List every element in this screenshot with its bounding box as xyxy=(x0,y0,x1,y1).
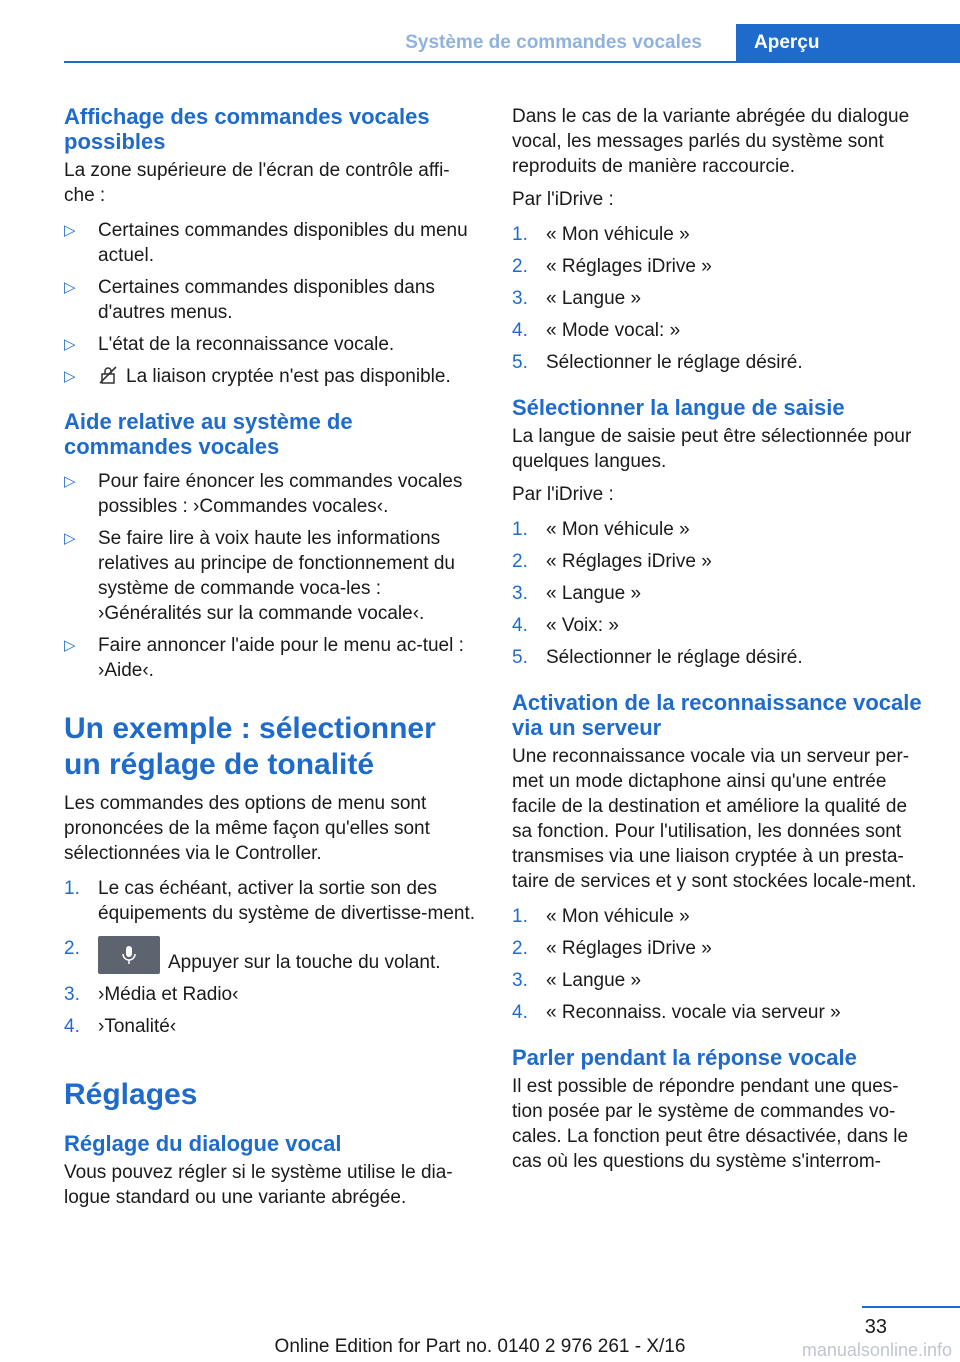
tab-apercu[interactable]: Aperçu xyxy=(736,24,960,62)
list-item: ▷ Certaines commandes disponibles du menu actuel. xyxy=(64,220,468,266)
paragraph-dialogue: Vous pouvez régler si le système utilise le dia-logue standard ou une variante abrégée. xyxy=(64,1162,453,1208)
footer-rule xyxy=(862,1306,960,1308)
triangle-bullet-icon: ▷ xyxy=(64,222,76,239)
right-column xyxy=(512,104,928,1174)
triangle-bullet-icon: ▷ xyxy=(64,473,76,490)
par-idrive-label: Par l'iDrive : xyxy=(512,484,614,505)
triangle-bullet-icon: ▷ xyxy=(64,637,76,654)
page-number: 33 xyxy=(864,1316,887,1338)
encryption-unavailable-icon xyxy=(98,365,118,385)
header-rule xyxy=(64,61,960,63)
step-item: 2. « Réglages iDrive » xyxy=(512,938,712,959)
step-item: 5. Sélectionner le réglage désiré. xyxy=(512,647,803,668)
list-item: ▷ L'état de la reconnaissance vocale. xyxy=(64,334,395,355)
heading-exemple: Un exemple : sélectionner un réglage de tonalité xyxy=(64,712,436,781)
step-item: 1. « Mon véhicule » xyxy=(512,519,690,540)
voice-key-icon xyxy=(98,936,160,974)
watermark: manualsonline.info xyxy=(801,1340,952,1360)
list-aide xyxy=(64,469,480,683)
heading-activation: Activation de la reconnaissance vocale via un serveur xyxy=(512,690,922,740)
step-item: 1. Le cas échéant, activer la sortie son des équipements du système de divertisse-ment. xyxy=(64,878,476,924)
steps-serveur xyxy=(512,904,928,1025)
step-item: 4. « Voix: » xyxy=(512,615,619,636)
list-item: ▷ Pour faire énoncer les commandes vocales possibles : ›Commandes vocales‹. xyxy=(64,471,463,517)
footer-edition: Online Edition for Part no. 0140 2 976 261 - X/16 xyxy=(274,1336,686,1357)
step-item: 4. « Reconnaiss. vocale via serveur » xyxy=(512,1002,841,1023)
step-item: 4. ›Tonalité‹ xyxy=(64,1016,177,1037)
step-item: 3. ›Média et Radio‹ xyxy=(64,984,239,1005)
list-affichage xyxy=(64,218,480,389)
left-column xyxy=(64,104,480,1210)
triangle-bullet-icon: ▷ xyxy=(64,279,76,296)
triangle-bullet-icon: ▷ xyxy=(64,336,76,353)
step-item: 3. « Langue » xyxy=(512,970,642,991)
heading-dialogue: Réglage du dialogue vocal xyxy=(64,1131,342,1156)
paragraph-activation: Une reconnaissance vocale via un serveur per-met un mode dictaphone ainsi qu'une entrée facile de la destination et améliore la qualité de sa fonction. Pour l'utilisation, les données sont transmises via une liaison cryptée à un presta-taire de services et y sont stockées locale-ment. xyxy=(512,746,917,892)
step-item: 2. Appuyer sur la touche du volant. xyxy=(64,938,441,973)
step-item: 3. « Langue » xyxy=(512,583,642,604)
step-item: 1. « Mon véhicule » xyxy=(512,224,690,245)
heading-reglages: Réglages xyxy=(64,1078,198,1111)
page-header xyxy=(64,24,960,62)
paragraph-variante: Dans le cas de la variante abrégée du dialogue vocal, les messages parlés du système sont reproduits de manière raccourcie. xyxy=(512,106,910,177)
list-item: ▷ La liaison cryptée n'est pas disponible. xyxy=(64,366,451,387)
heading-langue: Sélectionner la langue de saisie xyxy=(512,395,845,420)
section-title: Système de commandes vocales xyxy=(405,32,702,53)
step-item: 5. Sélectionner le réglage désiré. xyxy=(512,352,803,373)
step-item: 4. « Mode vocal: » xyxy=(512,320,681,341)
paragraph-langue: La langue de saisie peut être sélectionnée pour quelques langues. xyxy=(512,426,912,472)
list-item: ▷ Se faire lire à voix haute les informations relatives au principe de fonctionnement du système de commande voca-les : ›Généralités sur la commande vocale‹. xyxy=(64,528,456,624)
heading-aide: Aide relative au système de commandes vocales xyxy=(64,409,353,459)
par-idrive-label: Par l'iDrive : xyxy=(512,189,614,210)
paragraph-parler: Il est possible de répondre pendant une ques-tion posée par le système de commandes vo-cales. La fonction peut être désactivée, dans le cas où les questions du système s'interrom- xyxy=(512,1076,909,1172)
step-item: 2. « Réglages iDrive » xyxy=(512,256,712,277)
steps-mode-vocal xyxy=(512,222,928,375)
step-item: 2. « Réglages iDrive » xyxy=(512,551,712,572)
steps-voix xyxy=(512,517,928,670)
triangle-bullet-icon: ▷ xyxy=(64,368,76,385)
steps-exemple xyxy=(64,876,480,1039)
list-item: ▷ Faire annoncer l'aide pour le menu ac-tuel : ›Aide‹. xyxy=(64,635,464,681)
triangle-bullet-icon: ▷ xyxy=(64,530,76,547)
heading-parler: Parler pendant la réponse vocale xyxy=(512,1045,857,1070)
list-item: ▷ Certaines commandes disponibles dans d'autres menus. xyxy=(64,277,435,323)
paragraph-affichage: La zone supérieure de l'écran de contrôle affi-che : xyxy=(64,160,450,206)
step-item: 3. « Langue » xyxy=(512,288,642,309)
heading-affichage: Affichage des commandes vocales possibles xyxy=(64,104,430,154)
step-item: 1. « Mon véhicule » xyxy=(512,906,690,927)
paragraph-exemple: Les commandes des options de menu sont prononcées de la même façon qu'elles sont sélectionnées via le Controller. xyxy=(64,793,430,864)
